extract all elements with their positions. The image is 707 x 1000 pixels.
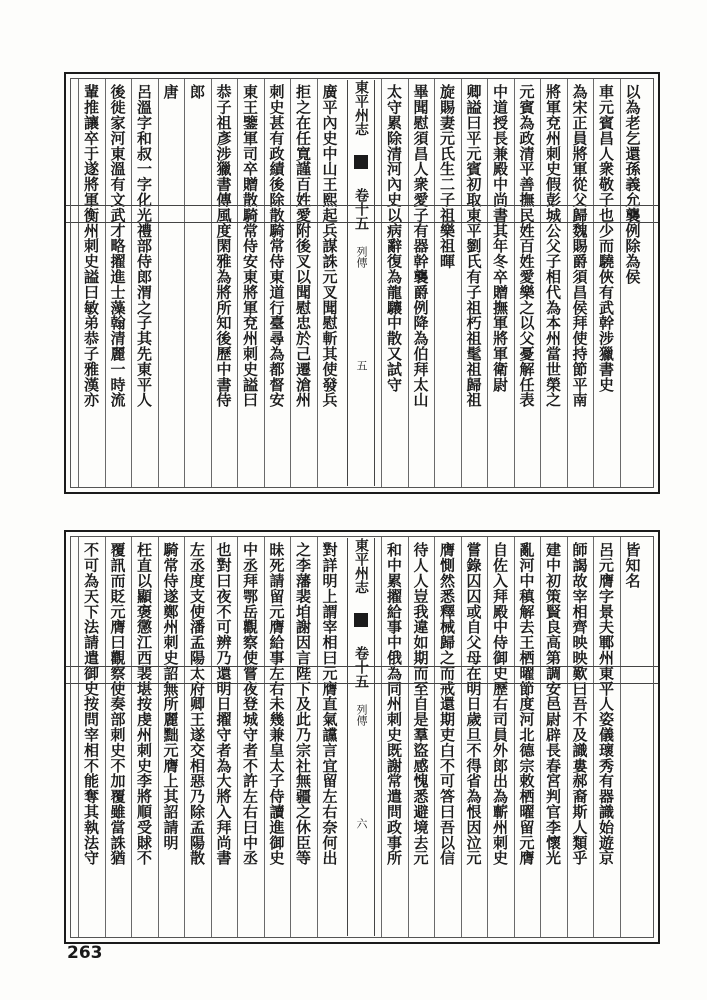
strip-volume: 卷十五 bbox=[353, 188, 369, 230]
column-text: 騎常侍遂鄭州刺史詔無所麗黜元膺上其詔請明 bbox=[161, 542, 180, 850]
column-text: 昧死請留元膺給事左右未幾兼皇太子侍讀進御史 bbox=[267, 542, 286, 866]
text-column bbox=[383, 84, 405, 482]
text-column bbox=[107, 84, 129, 482]
column-text: 恭子祖彥涉獵書傳風度閑雅為將所知後歷中書侍 bbox=[214, 84, 233, 408]
column-rule bbox=[158, 79, 159, 487]
column-rule bbox=[487, 537, 488, 937]
text-column bbox=[186, 84, 208, 482]
center-strip-bottom bbox=[347, 538, 375, 936]
column-rule bbox=[514, 537, 515, 937]
column-text: 和中累擢給事中俄為同州刺史既謝常遣問政事所 bbox=[385, 542, 403, 866]
book-page-top bbox=[64, 72, 660, 494]
text-column bbox=[213, 542, 235, 932]
column-rule bbox=[567, 537, 568, 937]
column-text: 左丞度支使潘孟陽太府卿王遂交相惡乃除孟陽散 bbox=[188, 542, 206, 866]
column-rule bbox=[593, 537, 594, 937]
column-text: 為宋正員將軍從父歸魏賜爵須昌侯拜使持節平南 bbox=[570, 84, 589, 408]
text-column bbox=[160, 542, 182, 932]
column-text: 覆訊而貶元膺曰觀察使奏部刺史不加覆雖當誅猶 bbox=[108, 542, 127, 866]
column-text: 待人人豈我違如期而至自是羣盜感愧悉避境去元 bbox=[411, 542, 430, 866]
column-rule bbox=[381, 537, 382, 937]
column-text: 中道授長兼殿中尚書其年冬卒贈撫軍將軍衛尉 bbox=[491, 84, 509, 392]
column-text: 廣平內史中山王熙起兵謀誅元叉聞慰斬其使發兵 bbox=[320, 84, 339, 408]
column-text: 膺惻然悉釋械歸之而戒還期吏白不可答曰吾以信 bbox=[438, 542, 456, 866]
text-column bbox=[489, 84, 511, 482]
column-rule bbox=[131, 537, 132, 937]
column-text: 元賓為政清平善撫民姓百姓愛樂之以父憂解任表 bbox=[517, 84, 536, 408]
column-text: 自佐入拜殿中侍御史歷右司員外郎出為蘄州刺史 bbox=[491, 542, 509, 866]
text-column bbox=[133, 542, 155, 932]
text-column bbox=[463, 84, 485, 482]
column-rule bbox=[540, 537, 541, 937]
column-text: 後徙家河東溫有文武才略擢進士藻翰清麗一時流 bbox=[108, 84, 127, 408]
column-text: 也對曰夜不可辨乃還明日擢守者為大將入拜尚書 bbox=[214, 542, 233, 866]
text-column bbox=[569, 542, 591, 932]
text-column bbox=[436, 542, 458, 932]
text-column bbox=[213, 84, 235, 482]
strip-section: 列傳 bbox=[355, 246, 368, 268]
column-rule bbox=[567, 79, 568, 487]
text-column bbox=[239, 542, 261, 932]
column-text: 郎 bbox=[188, 84, 206, 100]
column-text: 亂河中稹解去王栖曜節度河北德宗敕栖曜留元膺 bbox=[517, 542, 536, 866]
text-column bbox=[569, 84, 591, 482]
column-text: 拒之在任寬謹百姓愛附後叉以聞慰忠於己遷滄州 bbox=[294, 84, 312, 408]
column-text: 畢聞慰須昌人衆愛子有器幹襲爵例降為伯拜太山 bbox=[411, 84, 430, 408]
column-rule bbox=[184, 537, 185, 937]
column-text: 皆知名 bbox=[623, 542, 642, 589]
column-rule bbox=[434, 537, 435, 937]
column-text: 中丞拜鄂岳觀察使嘗夜登城守者不許左右曰中丞 bbox=[241, 542, 259, 866]
column-rule bbox=[540, 79, 541, 487]
column-rule bbox=[461, 79, 462, 487]
strip-title: 東平州志 bbox=[353, 80, 369, 136]
text-column bbox=[266, 84, 288, 482]
text-column bbox=[489, 542, 511, 932]
text-column bbox=[463, 542, 485, 932]
column-text: 太守累除清河內史以病辭復為龍驤中散又試守 bbox=[385, 84, 403, 392]
text-column bbox=[292, 542, 314, 932]
column-text: 枉直以顯褒懲江西裴堪按虔州刺史李將順受賕不 bbox=[135, 542, 153, 866]
column-rule bbox=[211, 79, 212, 487]
column-rule bbox=[290, 79, 291, 487]
strip-folio: 六 bbox=[355, 818, 368, 829]
text-column bbox=[160, 84, 182, 482]
text-column bbox=[436, 84, 458, 482]
column-text: 卿謚曰平元賓初取東平劉氏有子祖朽祖髦祖歸祖 bbox=[464, 84, 483, 408]
text-column bbox=[107, 542, 129, 932]
column-rule bbox=[514, 79, 515, 487]
text-column bbox=[239, 84, 261, 482]
column-text: 唐 bbox=[161, 84, 180, 100]
column-rule bbox=[317, 79, 318, 487]
page-number: 263 bbox=[67, 943, 103, 963]
text-column bbox=[595, 542, 617, 932]
column-text: 呂元膺字景夫鄆州東平人姿儀瓌秀有器識始遊京 bbox=[597, 542, 615, 866]
column-text: 建中初策賢良高第調安邑尉辟長春宮判官李懷光 bbox=[544, 542, 562, 866]
text-column bbox=[186, 542, 208, 932]
column-text: 輩推讓卒于遂將軍衡州刺史謚曰敏弟恭子雅漢亦 bbox=[82, 84, 100, 408]
text-column bbox=[319, 542, 341, 932]
column-rule bbox=[237, 79, 238, 487]
column-text: 車元賓昌人衆敬子也少而驍俠有武幹涉獵書史 bbox=[597, 84, 615, 392]
column-text: 對詳明上謂宰相曰元膺直氣讜言宜留左右奈何出 bbox=[320, 542, 339, 866]
text-column bbox=[622, 84, 644, 482]
center-strip-top bbox=[347, 80, 375, 486]
strip-folio: 五 bbox=[355, 360, 368, 371]
column-text: 嘗錄囚囚或自父母在明日歲旦不得省為恨因泣元 bbox=[464, 542, 483, 866]
column-rule bbox=[381, 79, 382, 487]
text-column bbox=[266, 542, 288, 932]
column-rule bbox=[211, 537, 212, 937]
column-text: 將軍兗州刺史假彭城公父子相代為本州當世榮之 bbox=[544, 84, 562, 408]
column-rule bbox=[408, 79, 409, 487]
column-text: 旋賜妻元氏生二子祖樂祖暉 bbox=[438, 84, 456, 269]
text-column bbox=[80, 542, 102, 932]
text-column bbox=[542, 84, 564, 482]
strip-volume: 卷十五 bbox=[353, 646, 369, 688]
column-rule bbox=[487, 79, 488, 487]
column-text: 以為老乞還孫義允襲例除為侯 bbox=[623, 84, 642, 285]
column-text: 之李藩裴垍謝因言陛下及此乃宗社無疆之休臣等 bbox=[294, 542, 312, 866]
column-text: 呂溫字和叔一字化光禮部侍郎渭之子其先東平人 bbox=[135, 84, 153, 408]
column-rule bbox=[620, 79, 621, 487]
column-rule bbox=[264, 537, 265, 937]
column-rule bbox=[105, 79, 106, 487]
text-column bbox=[410, 542, 432, 932]
column-rule bbox=[434, 79, 435, 487]
text-column bbox=[516, 84, 538, 482]
column-rule bbox=[78, 79, 79, 487]
fish-tail-mark-icon bbox=[354, 613, 368, 627]
column-rule bbox=[620, 537, 621, 937]
column-text: 東王鑒軍司卒贈散騎常侍安東將軍兗州刺史謚曰 bbox=[241, 84, 259, 408]
text-column bbox=[133, 84, 155, 482]
column-rule bbox=[461, 537, 462, 937]
text-column bbox=[516, 542, 538, 932]
column-rule bbox=[317, 537, 318, 937]
fish-tail-mark-icon bbox=[354, 155, 368, 169]
column-rule bbox=[408, 537, 409, 937]
column-rule bbox=[264, 79, 265, 487]
strip-section: 列傳 bbox=[355, 704, 368, 726]
text-column bbox=[319, 84, 341, 482]
column-rule bbox=[78, 537, 79, 937]
column-rule bbox=[237, 537, 238, 937]
text-column bbox=[410, 84, 432, 482]
column-text: 師謁故宰相齊映映歎曰吾不及識婁郝裔斯人類乎 bbox=[570, 542, 589, 866]
column-rule bbox=[184, 79, 185, 487]
text-column bbox=[622, 542, 644, 932]
column-text: 刺史甚有政績後除散騎常侍東道行臺尋為都督安 bbox=[267, 84, 286, 408]
column-rule bbox=[131, 79, 132, 487]
text-column bbox=[542, 542, 564, 932]
column-rule bbox=[158, 537, 159, 937]
book-page-bottom bbox=[64, 530, 660, 944]
text-column bbox=[383, 542, 405, 932]
strip-title: 東平州志 bbox=[353, 538, 369, 594]
text-column bbox=[80, 84, 102, 482]
text-column bbox=[292, 84, 314, 482]
text-column bbox=[595, 84, 617, 482]
column-text: 不可為天下法請遣御史按問宰相不能奪其執法守 bbox=[82, 542, 100, 866]
column-rule bbox=[593, 79, 594, 487]
column-rule bbox=[105, 537, 106, 937]
column-rule bbox=[290, 537, 291, 937]
